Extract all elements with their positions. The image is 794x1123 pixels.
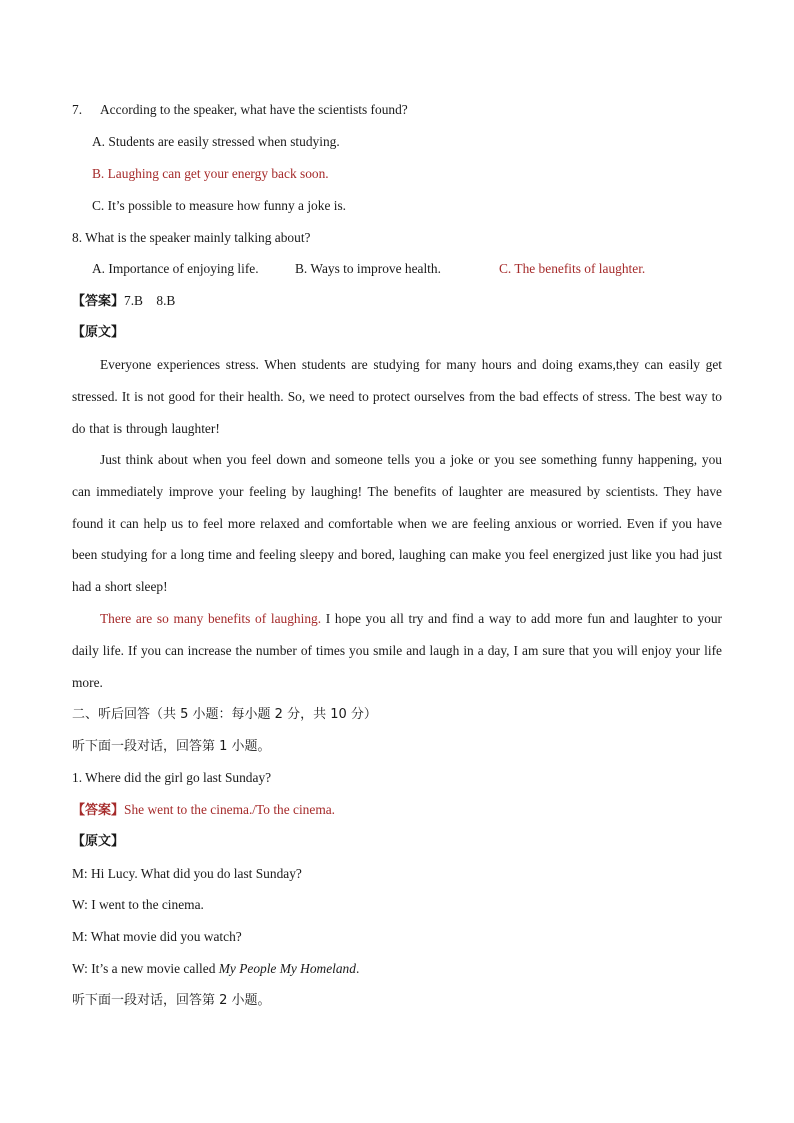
dialogue-line-4-prefix: W: It’s a new movie called (72, 961, 219, 976)
answer-1-label: 【答案】 (72, 294, 125, 309)
question-7-option-c: C. It’s possible to measure how funny a joke is. (92, 198, 347, 213)
question-7-option-b: B. Laughing can get your energy back soon. (92, 166, 329, 181)
dialogue-line-1: M: Hi Lucy. What did you do last Sunday? (72, 866, 302, 881)
section-2-answer-label: 【答案】 (72, 803, 125, 818)
section-2-answer (72, 800, 722, 820)
section-2-question-1: 1. Where did the girl go last Sunday? (72, 770, 272, 785)
dialogue-line-4 (72, 959, 722, 979)
dialogue-line-3: M: What movie did you watch? (72, 929, 242, 944)
question-7-number: 7. (72, 102, 83, 117)
script-1-paragraph-3-rest: I hope you all try and find a way to add more fun and laughter to your daily life. If you can increase the number of times you smile and laugh in a day, I am sure that you will enjoy your life more. (72, 611, 723, 690)
question-8-options (0, 259, 794, 279)
script-1-paragraph-3 (72, 603, 722, 698)
script-1-paragraph-1: Everyone experiences stress. When students are studying for many hours and doing exams,they can easily get stressed. It is not good for their health. So, we need to protect ourselves from the bad effects of stress. The best way to do that is through laughter! (72, 357, 722, 436)
movie-title: My People My Homeland (218, 961, 356, 976)
dialogue-line-2: W: I went to the cinema. (72, 897, 204, 912)
section-2-heading: 二、听后回答（共 5 小题：每小题 2 分，共 10 分） (72, 707, 377, 722)
section-2-answer-value: She went to the cinema./To the cinema. (124, 802, 336, 817)
question-7 (72, 100, 722, 120)
dialogue-line-4-suffix: . (355, 961, 360, 976)
script-1-label: 【原文】 (72, 325, 125, 340)
script-1-paragraph-2: Just think about when you feel down and someone tells you a joke or you see something funny happening, you can immediately improve your feeling by laughing! The benefits of laughter are measured by scientists. They have found it can help us to feel more relaxed and comfortable when we are feeling anxious or worried. Even if you have been studying for a long time and feeling sleepy and bored, laughing can make you feel energized just like you had just had a short sleep! (72, 452, 722, 595)
section-2-script-label: 【原文】 (72, 834, 125, 849)
section-2-instruction-1: 听下面一段对话，回答第 1 小题。 (72, 739, 271, 754)
script-1-highlight: There are so many benefits of laughing. (100, 611, 322, 626)
question-7-option-a: A. Students are easily stressed when studying. (92, 134, 340, 149)
question-7-text: According to the speaker, what have the scientists found? (100, 102, 408, 117)
answer-1-value: 7.B 8.B (124, 293, 176, 308)
question-8: 8. What is the speaker mainly talking about? (72, 230, 311, 245)
question-8-option-b: B. Ways to improve health. (295, 261, 441, 276)
question-8-option-a: A. Importance of enjoying life. (92, 261, 259, 276)
section-2-instruction-2: 听下面一段对话，回答第 2 小题。 (72, 993, 271, 1008)
question-8-option-c: C. The benefits of laughter. (499, 261, 646, 276)
answer-1 (72, 291, 722, 311)
